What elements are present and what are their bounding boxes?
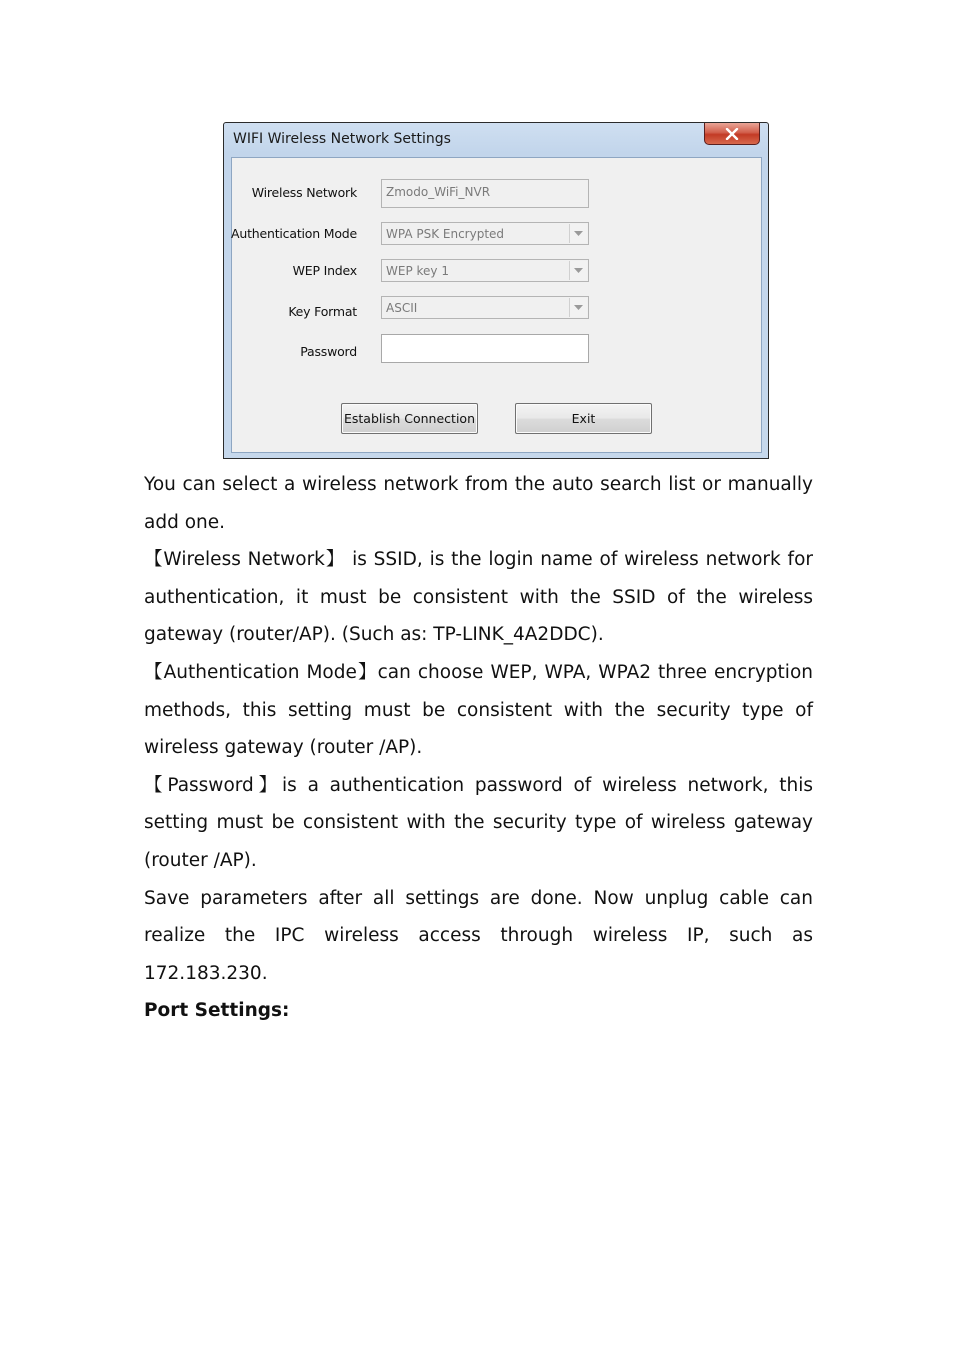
paragraph-authentication-mode: 【Authentication Mode】can choose WEP, WPA, WPA2 three encryption methods, this setting must be consistent with the security type of wireless gateway (router /AP). [144, 661, 813, 759]
chevron-down-icon[interactable] [569, 224, 587, 243]
wep-index-select[interactable] [381, 259, 589, 282]
password-label: Password [300, 344, 357, 359]
paragraph-intro: You can select a wireless network from the auto search list or manually add one. [144, 474, 813, 533]
authentication-mode-select[interactable] [381, 222, 589, 245]
establish-connection-button[interactable]: Establish Connection [341, 403, 478, 434]
wireless-network-field: Zmodo_WiFi_NVR [381, 179, 589, 208]
key-format-label: Key Format [288, 304, 357, 319]
wep-index-label: WEP Index [292, 263, 357, 278]
close-button[interactable] [704, 123, 760, 145]
password-input[interactable] [381, 334, 589, 363]
paragraph-password: 【Password】is a authentication password of wireless network, this setting must be consistent with the security type of wireless gateway (router /AP). [144, 774, 813, 871]
close-icon [725, 128, 739, 140]
section-heading: Port Settings: [144, 1000, 290, 1022]
key-format-select[interactable] [381, 296, 589, 319]
wireless-network-label: Wireless Network [251, 185, 357, 200]
key-format-value: ASCII [386, 301, 418, 315]
chevron-down-icon[interactable] [569, 261, 587, 280]
paragraph-wireless-network: 【Wireless Network】 is SSID, is the login name of wireless network for authentication, it must be consistent with the SSID of the wireless gateway (router/AP). (Such as: TP-LINK_4A2DDC). [144, 549, 813, 646]
paragraph-save: Save parameters after all settings are done. Now unplug cable can realize the IPC wireless access through wireless IP, such as 172.183.230. [144, 887, 813, 984]
document-body [144, 466, 813, 1030]
wifi-settings-dialog [223, 122, 769, 459]
chevron-down-icon[interactable] [569, 298, 587, 317]
dialog-body [231, 157, 762, 453]
authentication-mode-label: Authentication Mode [231, 226, 357, 241]
dialog-title: WIFI Wireless Network Settings [233, 131, 451, 147]
exit-button[interactable]: Exit [515, 403, 652, 434]
wep-index-value: WEP key 1 [386, 264, 449, 278]
authentication-mode-value: WPA PSK Encrypted [386, 227, 505, 241]
